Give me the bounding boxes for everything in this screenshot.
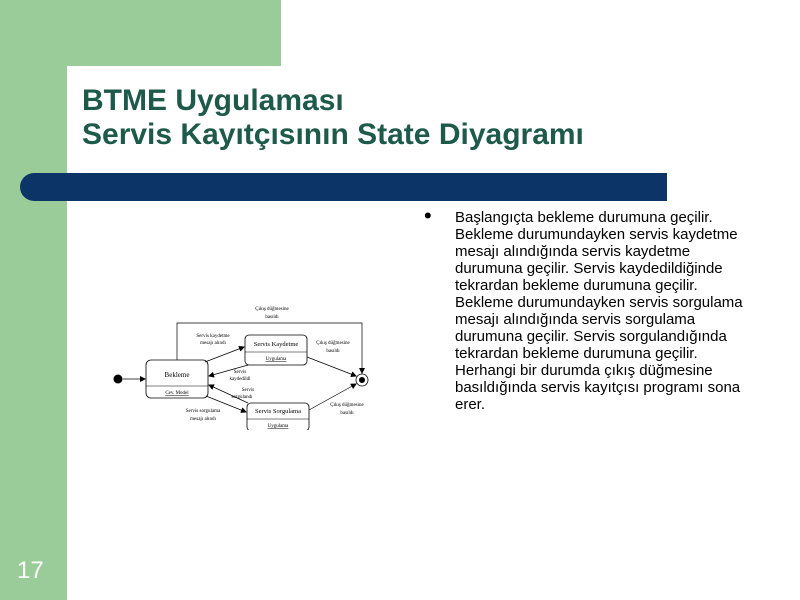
label-kaydet-exit-2: basıldı xyxy=(326,349,340,354)
transition-kaydetme-exit xyxy=(307,357,356,376)
initial-state xyxy=(114,375,123,384)
label-sorgu-exit-1: Çıkış düğmesine xyxy=(330,403,364,408)
state-diagram xyxy=(110,300,380,430)
page-number: 17 xyxy=(17,557,44,584)
label-sorgu-msg-2: mesajı alındı xyxy=(190,417,216,422)
label-top-exit-1: Çıkış düğmesine xyxy=(255,307,289,312)
label-kaydet-msg-2: mesajı alındı xyxy=(200,341,226,346)
state-servis-sorgulama xyxy=(247,403,309,430)
state-servis-kaydetme xyxy=(245,335,307,365)
left-green-band xyxy=(0,0,67,600)
title-line-1: BTME Uygulaması xyxy=(82,84,344,117)
state-bekleme-sub: Cev. Model xyxy=(165,391,189,396)
top-green-block xyxy=(0,0,281,66)
slide-title xyxy=(82,84,584,152)
bullet-dot-icon: • xyxy=(424,203,432,228)
final-state xyxy=(356,374,368,386)
title-underline-bar xyxy=(20,173,667,201)
label-sorgulandi-2: sorgulandı xyxy=(231,395,253,400)
label-top-exit-2: basıldı xyxy=(265,315,279,320)
label-kaydet-msg-1: Servis kaydetme xyxy=(196,334,230,339)
label-sorgu-msg-1: Servis sorgulama xyxy=(185,409,221,414)
label-kaydedildi-1: Servis xyxy=(233,370,247,375)
state-bekleme-name: Bekleme xyxy=(164,371,190,379)
state-bekleme xyxy=(146,360,208,398)
bullet-text: Başlangıçta bekleme durumuna geçilir. Bekleme durumundayken servis kaydetme mesajı alındığında servis kaydetme durumuna geçilir. Servis kaydedildiğinde tekrardan bekleme durumuna geçilir. Bekleme durumundayken servis sorgulama mesajı alındığında servis sorgulama durumuna geçilir. Servis sorgulandığında tekrardan bekleme durumuna geçilir. Herhangi bir durumda çıkış düğmesine basıldığında servis kayıtçısı programı sona erer. xyxy=(455,209,743,413)
transition-to-kaydetme xyxy=(205,347,244,362)
label-sorgu-exit-2: basıldı xyxy=(340,411,354,416)
state-sorgulama-sub: Uygulama xyxy=(267,424,289,429)
state-kaydetme-sub: Uygulama xyxy=(265,357,287,362)
label-sorgulandi-1: Servis xyxy=(241,388,255,393)
state-kaydetme-name: Servis Kaydetme xyxy=(253,341,299,348)
title-line-2: Servis Kayıtçısının State Diyagramı xyxy=(82,118,584,151)
label-kaydet-exit-1: Çıkış düğmesine xyxy=(316,341,350,346)
label-kaydedildi-2: kaydedildi xyxy=(229,377,251,382)
state-sorgulama-name: Servis Sorgulama xyxy=(255,408,301,415)
